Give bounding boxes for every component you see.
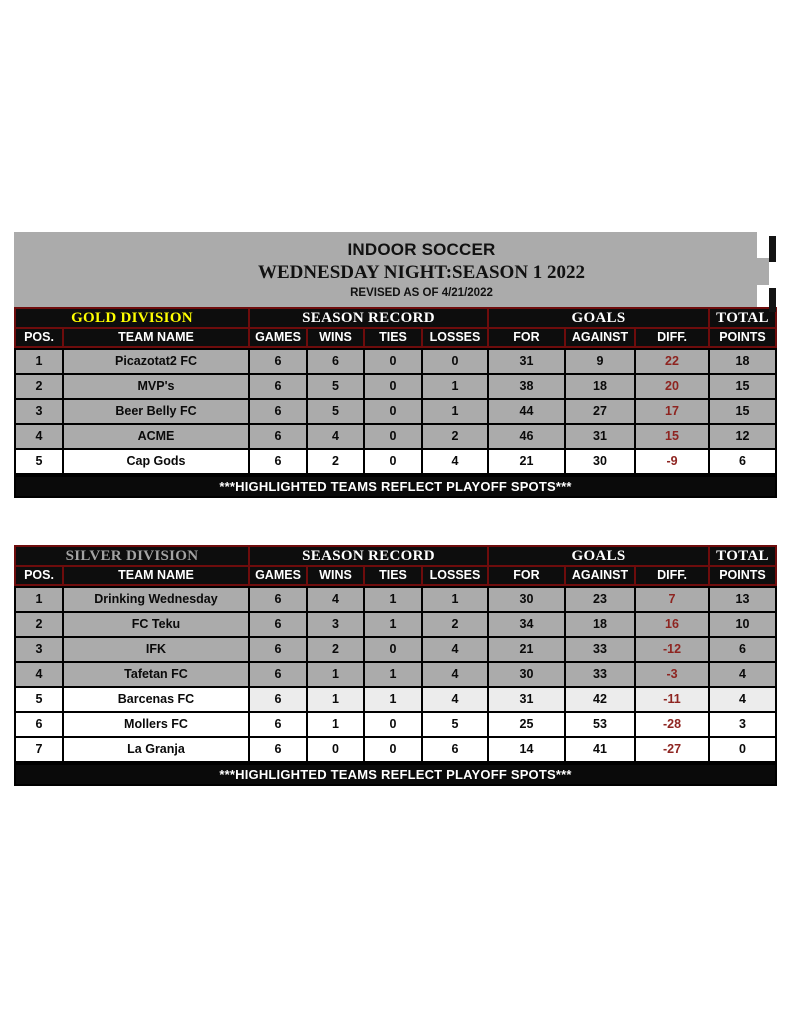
column-header-points: POINTS [710,567,775,584]
column-header-team-name: TEAM NAME [64,567,250,584]
season-record-group-header: SEASON RECORD [250,547,489,567]
pos-cell: 7 [16,738,64,763]
losses-cell: 0 [423,350,489,375]
report-revised-date: REVISED AS OF 4/21/2022 [350,287,493,299]
losses-cell: 1 [423,588,489,613]
for-cell: 44 [489,400,566,425]
wins-cell: 6 [308,350,365,375]
pos-cell: 5 [16,688,64,713]
ties-cell: 0 [365,638,423,663]
team-name-cell: ACME [64,425,250,450]
team-name-cell: Drinking Wednesday [64,588,250,613]
games-cell: 6 [250,663,308,688]
diff-cell: -28 [636,713,710,738]
gold-group-header-row [14,307,777,329]
team-name-cell: MVP's [64,375,250,400]
team-name-cell: Cap Gods [64,450,250,475]
gold-division-table [14,307,777,498]
games-cell: 6 [250,425,308,450]
against-cell: 18 [566,613,636,638]
points-cell: 15 [710,375,775,400]
wins-cell: 1 [308,663,365,688]
games-cell: 6 [250,400,308,425]
pos-cell: 1 [16,350,64,375]
losses-cell: 5 [423,713,489,738]
diff-cell: 7 [636,588,710,613]
diff-cell: 16 [636,613,710,638]
wins-cell: 4 [308,588,365,613]
against-cell: 23 [566,588,636,613]
team-name-cell: Tafetan FC [64,663,250,688]
ties-cell: 0 [365,425,423,450]
diff-cell: -3 [636,663,710,688]
pos-cell: 4 [16,425,64,450]
pos-cell: 5 [16,450,64,475]
division-name-header: SILVER DIVISION [16,547,250,567]
diff-cell: -27 [636,738,710,763]
against-cell: 42 [566,688,636,713]
pos-cell: 1 [16,588,64,613]
points-cell: 4 [710,663,775,688]
report-title: INDOOR SOCCER [347,240,496,259]
games-cell: 6 [250,688,308,713]
against-cell: 9 [566,350,636,375]
diff-cell: -9 [636,450,710,475]
losses-cell: 1 [423,375,489,400]
losses-cell: 6 [423,738,489,763]
for-cell: 46 [489,425,566,450]
goals-group-header: GOALS [489,547,710,567]
ties-cell: 1 [365,663,423,688]
losses-cell: 4 [423,450,489,475]
silver-group-header-row [14,545,777,567]
gold-column-header-row [14,329,777,348]
team-name-cell: Picazotat2 FC [64,350,250,375]
against-cell: 41 [566,738,636,763]
pos-cell: 4 [16,663,64,688]
team-name-cell: IFK [64,638,250,663]
total-group-header: TOTAL [710,547,775,567]
header-edge-mark-bottom [769,288,776,312]
playoff-note: ***HIGHLIGHTED TEAMS REFLECT PLAYOFF SPOTS*** [14,763,777,786]
diff-cell: -11 [636,688,710,713]
ties-cell: 1 [365,613,423,638]
wins-cell: 1 [308,688,365,713]
season-record-group-header: SEASON RECORD [250,309,489,329]
wins-cell: 5 [308,375,365,400]
points-cell: 6 [710,450,775,475]
wins-cell: 4 [308,425,365,450]
diff-cell: 15 [636,425,710,450]
against-cell: 30 [566,450,636,475]
ties-cell: 0 [365,738,423,763]
games-cell: 6 [250,613,308,638]
silver-column-header-row [14,567,777,586]
ties-cell: 1 [365,588,423,613]
for-cell: 25 [489,713,566,738]
games-cell: 6 [250,638,308,663]
total-group-header: TOTAL [710,309,775,329]
diff-cell: 17 [636,400,710,425]
pos-cell: 2 [16,375,64,400]
for-cell: 31 [489,688,566,713]
header-edge-notch [755,258,769,285]
report-subtitle: WEDNESDAY NIGHT:SEASON 1 2022 [257,262,586,283]
points-cell: 15 [710,400,775,425]
ties-cell: 0 [365,450,423,475]
column-header-points: POINTS [710,329,775,346]
column-header-diff: DIFF. [636,567,710,584]
column-header-games: GAMES [250,567,308,584]
points-cell: 10 [710,613,775,638]
silver-division-rows [14,586,777,763]
for-cell: 30 [489,588,566,613]
column-header-against: AGAINST [566,567,636,584]
column-header-ties: TIES [365,567,423,584]
games-cell: 6 [250,450,308,475]
for-cell: 21 [489,450,566,475]
column-header-pos: POS. [16,329,64,346]
diff-cell: -12 [636,638,710,663]
for-cell: 14 [489,738,566,763]
ties-cell: 0 [365,375,423,400]
for-cell: 38 [489,375,566,400]
ties-cell: 1 [365,688,423,713]
against-cell: 27 [566,400,636,425]
losses-cell: 2 [423,613,489,638]
column-header-pos: POS. [16,567,64,584]
against-cell: 53 [566,713,636,738]
column-header-for: FOR [489,567,566,584]
against-cell: 31 [566,425,636,450]
for-cell: 30 [489,663,566,688]
pos-cell: 3 [16,638,64,663]
division-name-header: GOLD DIVISION [16,309,250,329]
wins-cell: 3 [308,613,365,638]
standings-sheet [14,232,777,786]
column-header-ties: TIES [365,329,423,346]
points-cell: 0 [710,738,775,763]
points-cell: 6 [710,638,775,663]
games-cell: 6 [250,738,308,763]
column-header-losses: LOSSES [423,329,489,346]
wins-cell: 2 [308,450,365,475]
diff-cell: 22 [636,350,710,375]
for-cell: 31 [489,350,566,375]
silver-division-table [14,545,777,786]
team-name-cell: Beer Belly FC [64,400,250,425]
column-header-for: FOR [489,329,566,346]
games-cell: 6 [250,350,308,375]
points-cell: 12 [710,425,775,450]
header-edge-mark-top [769,236,776,262]
column-header-diff: DIFF. [636,329,710,346]
wins-cell: 5 [308,400,365,425]
pos-cell: 6 [16,713,64,738]
games-cell: 6 [250,375,308,400]
diff-cell: 20 [636,375,710,400]
team-name-cell: La Granja [64,738,250,763]
losses-cell: 4 [423,688,489,713]
team-name-cell: FC Teku [64,613,250,638]
goals-group-header: GOALS [489,309,710,329]
column-header-losses: LOSSES [423,567,489,584]
ties-cell: 0 [365,350,423,375]
playoff-note: ***HIGHLIGHTED TEAMS REFLECT PLAYOFF SPOTS*** [14,475,777,498]
column-header-wins: WINS [308,329,365,346]
wins-cell: 0 [308,738,365,763]
points-cell: 3 [710,713,775,738]
losses-cell: 4 [423,663,489,688]
pos-cell: 3 [16,400,64,425]
losses-cell: 4 [423,638,489,663]
points-cell: 13 [710,588,775,613]
against-cell: 33 [566,663,636,688]
ties-cell: 0 [365,400,423,425]
games-cell: 6 [250,713,308,738]
wins-cell: 1 [308,713,365,738]
points-cell: 4 [710,688,775,713]
column-header-team-name: TEAM NAME [64,329,250,346]
pos-cell: 2 [16,613,64,638]
for-cell: 34 [489,613,566,638]
losses-cell: 1 [423,400,489,425]
points-cell: 18 [710,350,775,375]
for-cell: 21 [489,638,566,663]
team-name-cell: Mollers FC [64,713,250,738]
column-header-against: AGAINST [566,329,636,346]
team-name-cell: Barcenas FC [64,688,250,713]
column-header-games: GAMES [250,329,308,346]
report-header [14,232,757,307]
losses-cell: 2 [423,425,489,450]
against-cell: 18 [566,375,636,400]
ties-cell: 0 [365,713,423,738]
wins-cell: 2 [308,638,365,663]
gold-division-rows [14,348,777,475]
games-cell: 6 [250,588,308,613]
column-header-wins: WINS [308,567,365,584]
against-cell: 33 [566,638,636,663]
